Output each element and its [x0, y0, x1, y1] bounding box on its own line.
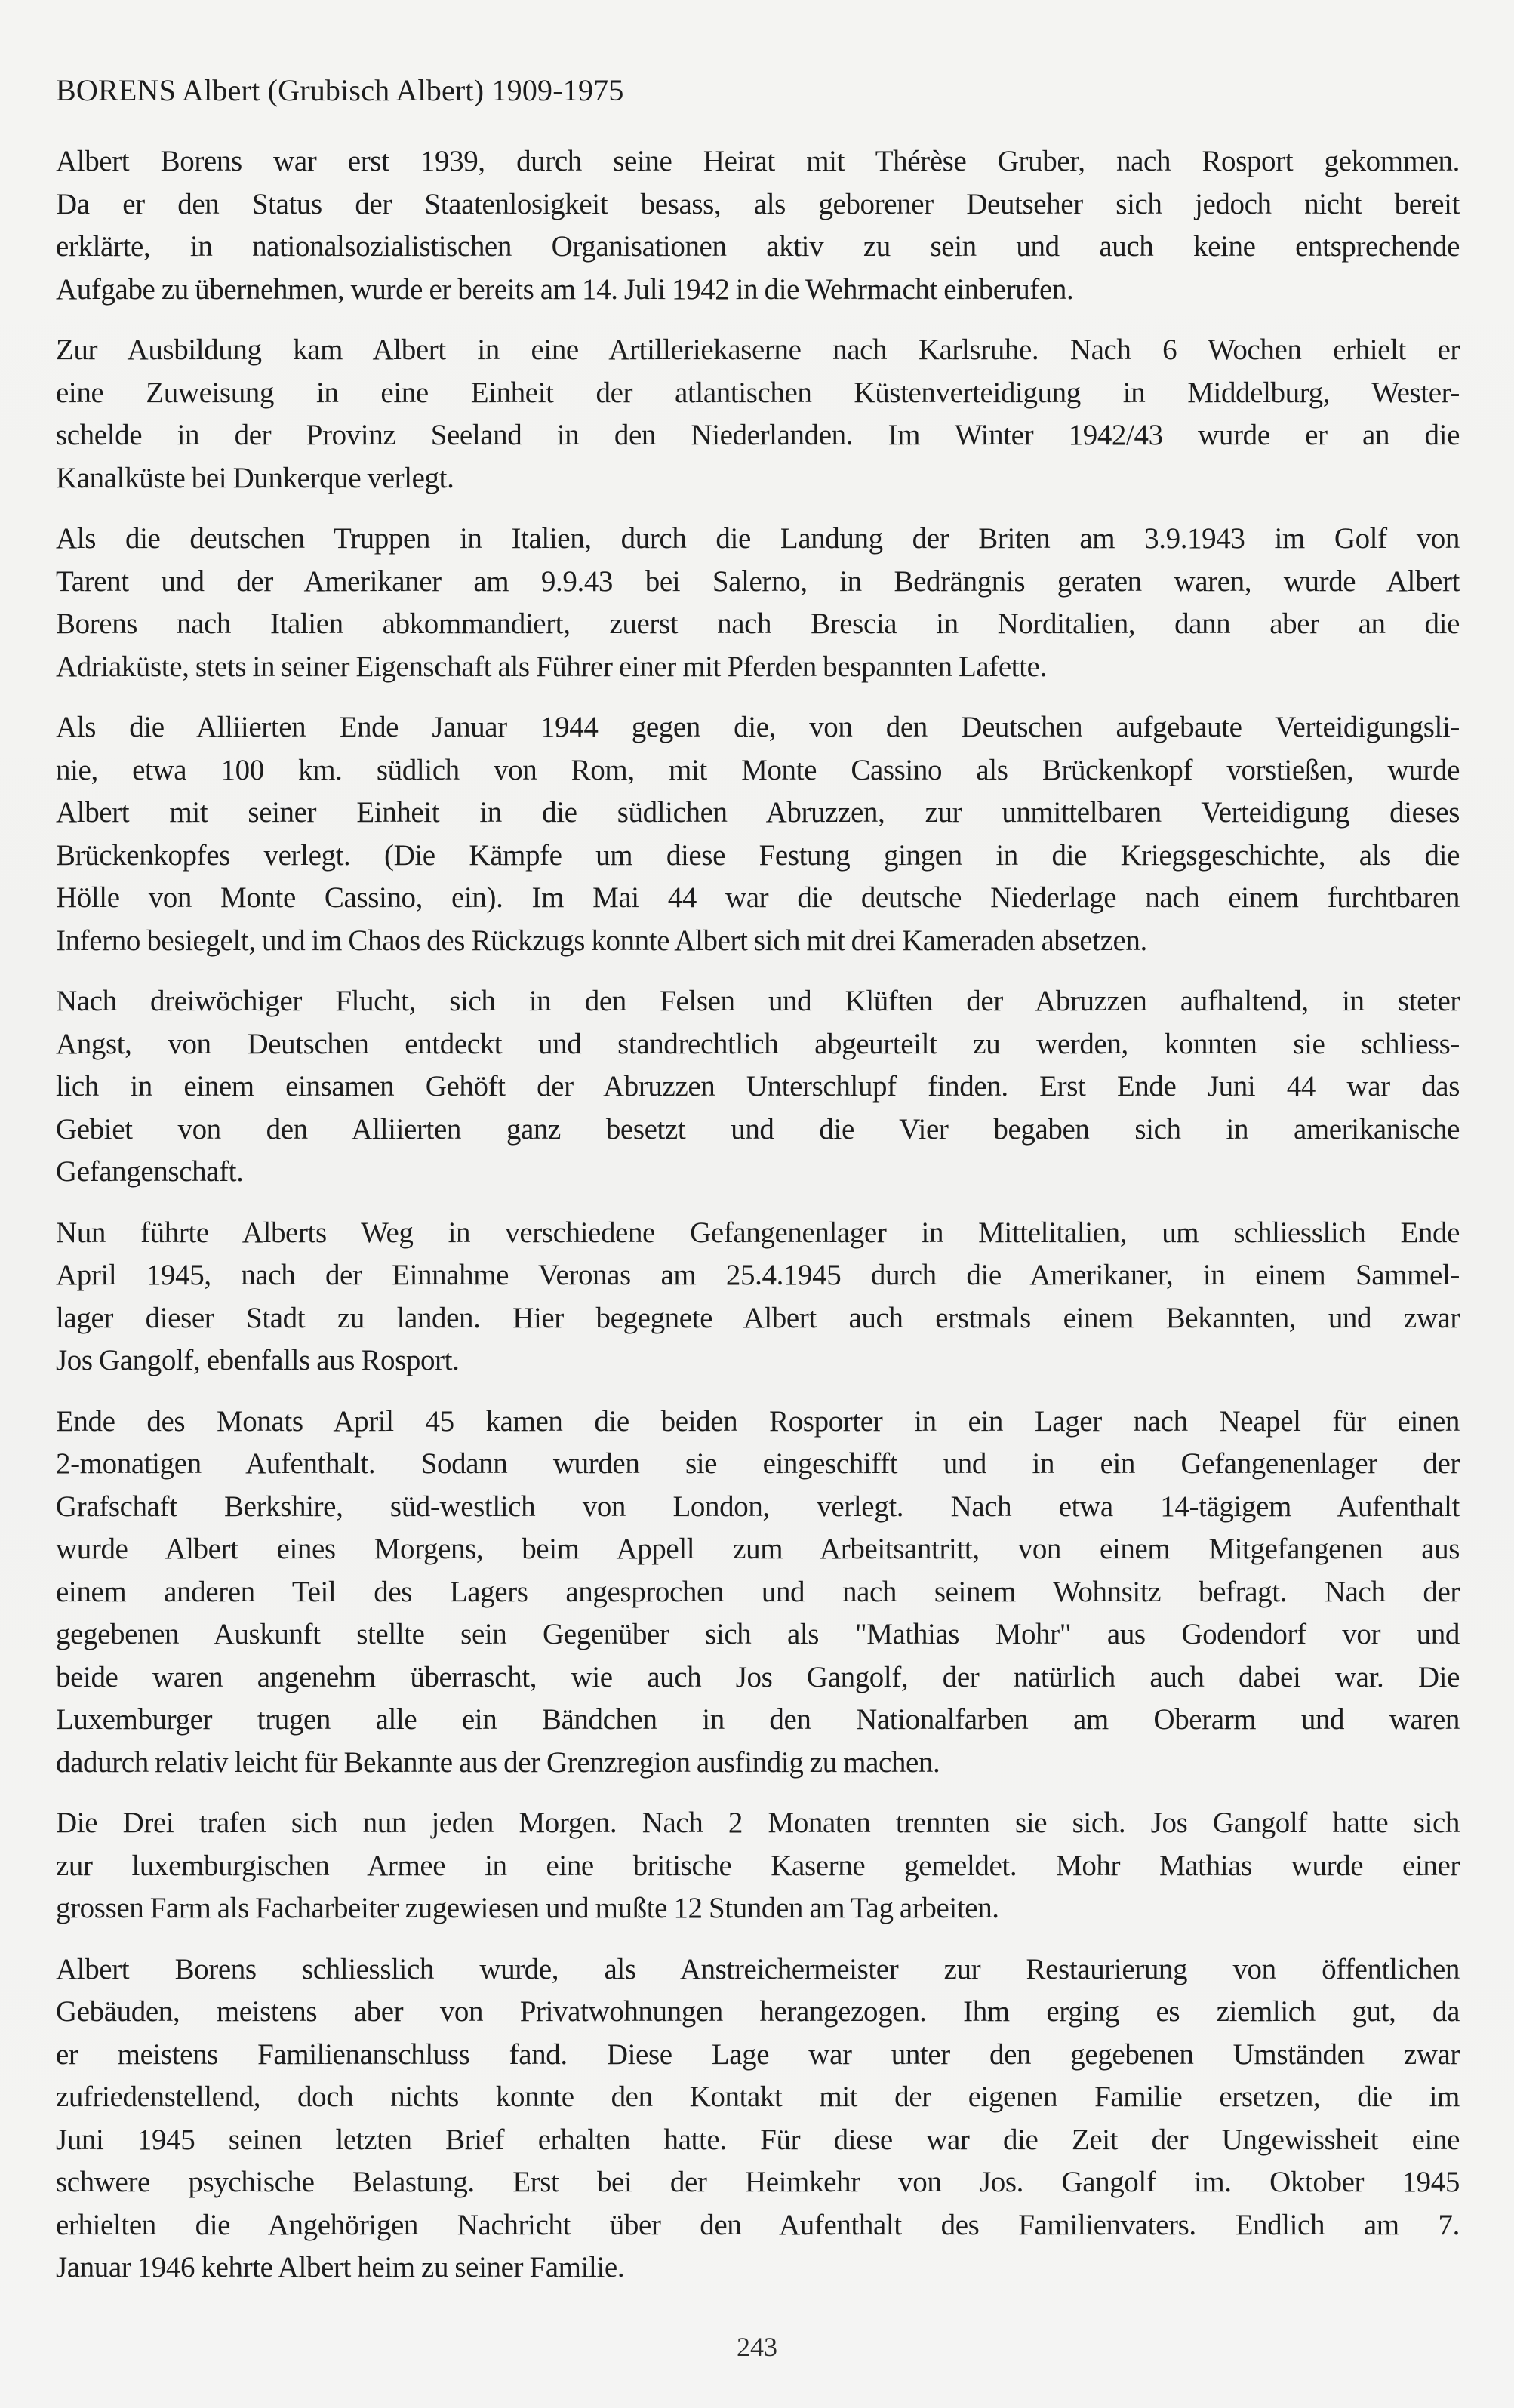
paragraph-line: Jos Gangolf, ebenfalls aus Rosport. [56, 1344, 460, 1376]
paragraph-line: erhielten die Angehörigen Nachricht über den Aufenthalt des Familienvaters. Endlich am 7. [56, 2208, 1460, 2241]
paragraph [56, 706, 1460, 962]
paragraph-line: einem anderen Teil des Lagers angesprochen und nach seinem Wohnsitz befragt. Nach der [56, 1575, 1460, 1608]
paragraph-line: gegebenen Auskunft stellte sein Gegenüber sich als "Mathias Mohr" aus Godendorf vor und [56, 1618, 1460, 1650]
paragraph-line: zufriedenstellend, doch nichts konnte den Kontakt mit der eigenen Familie ersetzen, die im [56, 2080, 1460, 2113]
paragraph-line: Nun führte Alberts Weg in verschiedene Gefangenenlager in Mittelitalien, um schliesslich Ende [56, 1216, 1460, 1249]
paragraph-line: Als die Alliierten Ende Januar 1944 gegen die, von den Deutschen aufgebaute Verteidigungsli- [56, 711, 1460, 743]
paragraph-line: Adriaküste, stets in seiner Eigenschaft als Führer einer mit Pferden bespannten Lafette. [56, 650, 1047, 683]
paragraph-line: lich in einem einsamen Gehöft der Abruzzen Unterschlupf finden. Erst Ende Juni 44 war das [56, 1070, 1460, 1103]
paragraph-line: Grafschaft Berkshire, süd-westlich von London, verlegt. Nach etwa 14-tägigem Aufenthalt [56, 1490, 1460, 1523]
paragraph-line: Luxemburger trugen alle ein Bändchen in den Nationalfarben am Oberarm und waren [56, 1703, 1460, 1736]
entry-title: BORENS Albert (Grubisch Albert) 1909-1975 [56, 73, 624, 107]
paragraph-line: Borens nach Italien abkommandiert, zuerst nach Brescia in Norditalien, dann aber an die [56, 607, 1460, 640]
paragraph-line: Gebiet von den Alliierten ganz besetzt und die Vier begaben sich in amerikanische [56, 1112, 1460, 1146]
paragraph-line: Tarent und der Amerikaner am 9.9.43 bei Salerno, in Bedrängnis geraten waren, wurde Albert [56, 564, 1460, 598]
paragraph-line: lager dieser Stadt zu landen. Hier begegnete Albert auch erstmals einem Bekannten, und zwar [56, 1301, 1460, 1334]
paragraph-line: zur luxemburgischen Armee in eine britische Kaserne gemeldet. Mohr Mathias wurde einer [56, 1849, 1460, 1882]
paragraph-line: beide waren angenehm überrascht, wie auch Jos Gangolf, der natürlich auch dabei war. Die [56, 1660, 1460, 1693]
paragraph-line: Januar 1946 kehrte Albert heim zu seiner Familie. [56, 2251, 625, 2283]
paragraph-line: Gefangenschaft. [56, 1155, 244, 1188]
paragraph-line: er meistens Familienanschluss fand. Diese Lage war unter den gegebenen Umständen zwar [56, 2037, 1460, 2071]
paragraph-line: Albert mit seiner Einheit in die südlichen Abruzzen, zur unmittelbaren Verteidigung dieses [56, 796, 1460, 829]
paragraph-line: dadurch relativ leicht für Bekannte aus der Grenzregion ausfindig zu machen. [56, 1745, 940, 1779]
paragraph-line: Die Drei trafen sich nun jeden Morgen. Nach 2 Monaten trennten sie sich. Jos Gangolf hatte sich [56, 1807, 1460, 1839]
paragraph [56, 518, 1460, 688]
paragraph-line: Inferno besiegelt, und im Chaos des Rückzugs konnte Albert sich mit drei Kameraden absetzen. [56, 924, 1147, 957]
paragraph-line: schwere psychische Belastung. Erst bei der Heimkehr von Jos. Gangolf im. Oktober 1945 [56, 2166, 1460, 2198]
paragraph-line: Zur Ausbildung kam Albert in eine Artilleriekaserne nach Karlsruhe. Nach 6 Wochen erhielt er [56, 334, 1460, 366]
paragraph-line: Juni 1945 seinen letzten Brief erhalten hatte. Für diese war die Zeit der Ungewissheit eine [56, 2123, 1460, 2156]
paragraph-line: Brückenkopfes verlegt. (Die Kämpfe um diese Festung gingen in die Kriegsgeschichte, als die [56, 838, 1460, 872]
paragraph [56, 1212, 1460, 1382]
entry-body [56, 140, 1460, 2290]
paragraph-line: grossen Farm als Facharbeiter zugewiesen und mußte 12 Stunden am Tag arbeiten. [56, 1892, 999, 1924]
paragraph [56, 1948, 1460, 2290]
paragraph-line: Kanalküste bei Dunkerque verlegt. [56, 461, 454, 494]
paragraph [56, 140, 1460, 311]
paragraph-line: Albert Borens schliesslich wurde, als Anstreichermeister zur Restaurierung von öffentlichen [56, 1952, 1460, 1985]
paragraph-line: eine Zuweisung in eine Einheit der atlantischen Küstenverteidigung in Middelburg, Wester- [56, 376, 1460, 409]
paragraph-line: April 1945, nach der Einnahme Veronas am 25.4.1945 durch die Amerikaner, in einem Sammel- [56, 1259, 1460, 1291]
paragraph-line: Gebäuden, meistens aber von Privatwohnungen herangezogen. Ihm erging es ziemlich gut, da [56, 1995, 1460, 2028]
paragraph [56, 1401, 1460, 1785]
paragraph-line: Ende des Monats April 45 kamen die beiden Rosporter in ein Lager nach Neapel für einen [56, 1404, 1460, 1438]
paragraph-line: Aufgabe zu übernehmen, wurde er bereits am 14. Juli 1942 in die Wehrmacht einberufen. [56, 272, 1074, 306]
paragraph-line: Angst, von Deutschen entdeckt und standrechtlich abgeurteilt zu werden, konnten sie schliess- [56, 1027, 1460, 1060]
paragraph-line: Da er den Status der Staatenlosigkeit besass, als geborener Deutseher sich jedoch nicht bereit [56, 187, 1460, 220]
paragraph-line: wurde Albert eines Morgens, beim Appell zum Arbeitsantritt, von einem Mitgefangenen aus [56, 1533, 1460, 1565]
page-number: 243 [737, 2332, 777, 2362]
paragraph [56, 329, 1460, 500]
paragraph-line: Albert Borens war erst 1939, durch seine Heirat mit Thérèse Gruber, nach Rosport gekommen. [56, 145, 1460, 177]
paragraph [56, 1802, 1460, 1930]
entry-text-block [56, 69, 1460, 2308]
paragraph-line: nie, etwa 100 km. südlich von Rom, mit Monte Cassino als Brückenkopf vorstießen, wurde [56, 753, 1460, 786]
paragraph-line: erklärte, in nationalsozialistischen Organisationen aktiv zu sein und auch keine entsprechende [56, 230, 1460, 263]
paragraph-line: Nach dreiwöchiger Flucht, sich in den Felsen und Klüften der Abruzzen aufhaltend, in steter [56, 985, 1460, 1017]
paragraph-line: Hölle von Monte Cassino, ein). Im Mai 44 war die deutsche Niederlage nach einem furchtbaren [56, 881, 1460, 914]
paragraph-line: 2-monatigen Aufenthalt. Sodann wurden sie eingeschifft und in ein Gefangenenlager der [56, 1447, 1460, 1480]
paragraph-line: Als die deutschen Truppen in Italien, durch die Landung der Briten am 3.9.1943 im Golf von [56, 522, 1460, 555]
paragraph-line: schelde in der Provinz Seeland in den Niederlanden. Im Winter 1942/43 wurde er an die [56, 419, 1460, 451]
paragraph [56, 980, 1460, 1194]
